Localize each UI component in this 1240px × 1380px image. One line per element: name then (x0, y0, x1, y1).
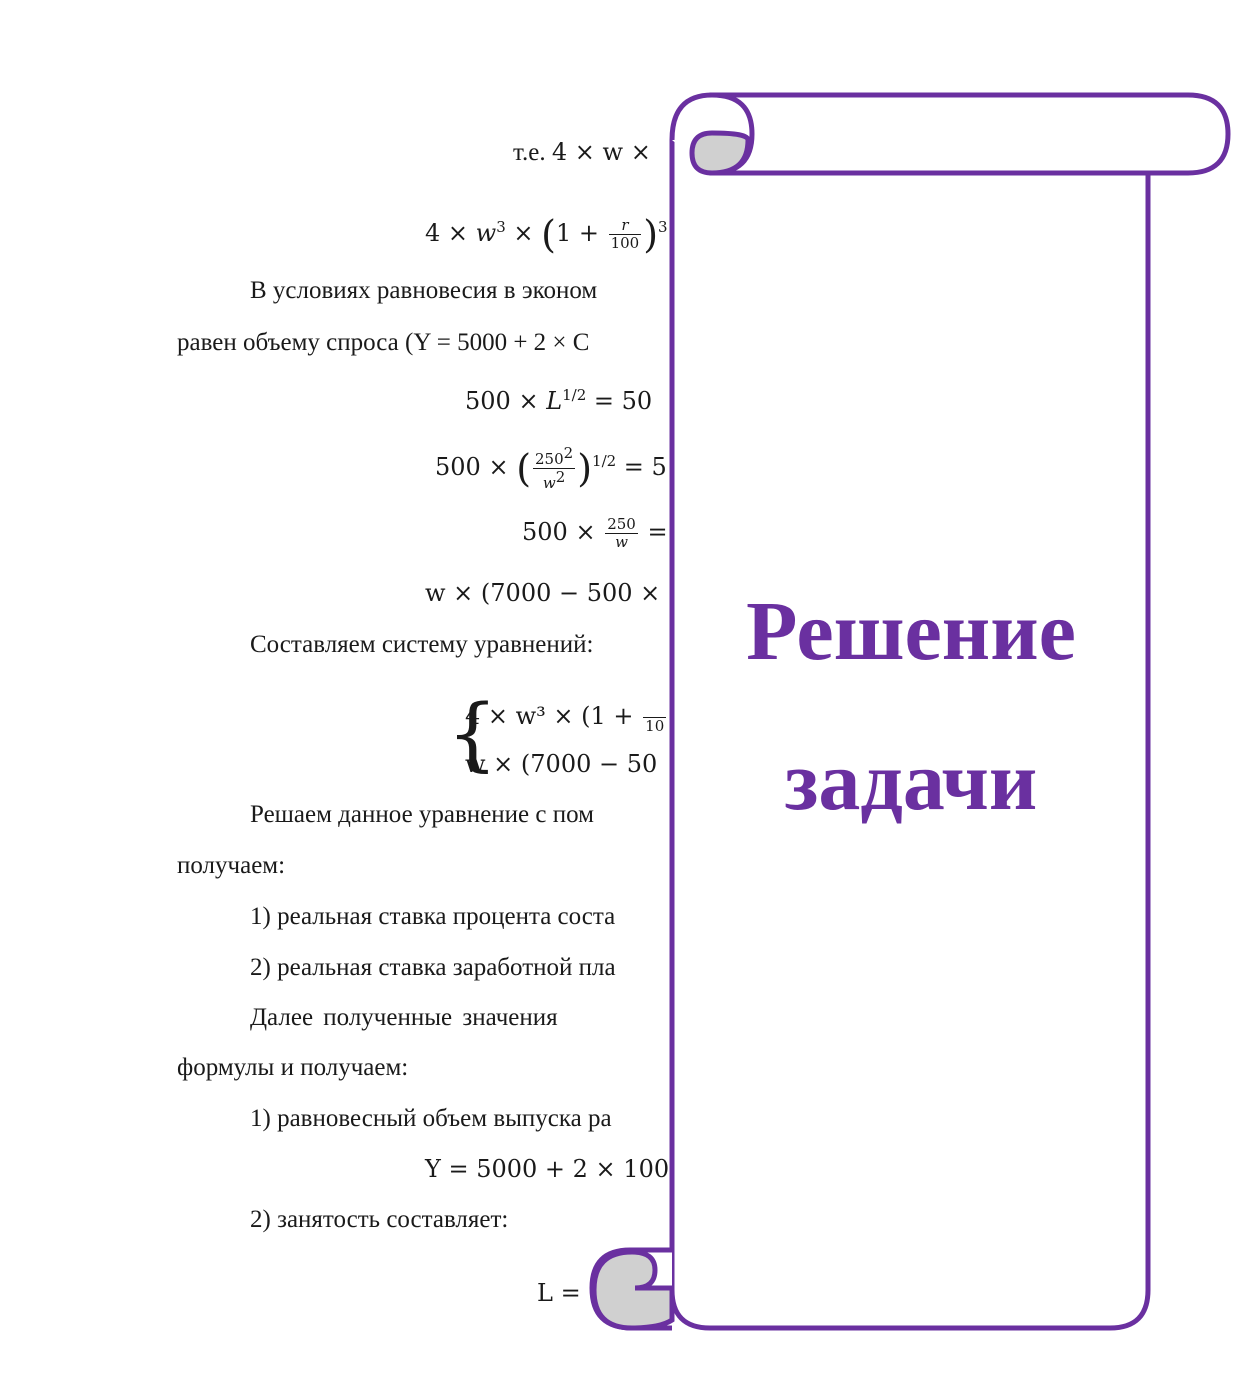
system-brace: { (447, 687, 498, 780)
equation-line: L = (537, 1279, 581, 1307)
title-line-1: Решение (746, 585, 1076, 678)
scroll-title (672, 557, 1150, 857)
equation-line-6: 500 × ( $\frac{250^2}{w^2}$ )$^{1/2}$ = 5 (435, 444, 667, 492)
paragraph-line: 2) занятость составляет: (250, 1206, 509, 1233)
equation-line-7: 500 × $\frac{250}{w}$ = (522, 515, 668, 551)
system-equation-1: 4 × w³ × (1 + 10 (465, 702, 665, 735)
paragraph-line: формулы и получаем: (177, 1054, 409, 1081)
system-equation-2: w × (7000 − 50 (465, 750, 658, 778)
equation-line-5: $500 \times L^{1/2} = 50$ (465, 386, 653, 415)
text-prefix: т.е. (513, 139, 552, 166)
paragraph-line: 1) равновесный объем выпуска ра (250, 1105, 612, 1132)
equation-text: 4 × w × (551, 138, 651, 166)
paragraph-line: Составляем систему уравнений: (250, 631, 594, 658)
equation-line-8: w × (7000 − 500 × (425, 579, 661, 607)
equation-line: Y = 5000 + 2 × 100 (425, 1155, 670, 1183)
title-line-2: задачи (784, 735, 1038, 828)
paragraph-line: Далее полученные значения (250, 1004, 558, 1031)
scroll-top-roll (712, 95, 1228, 173)
paragraph-line: Решаем данное уравнение с пом (250, 801, 594, 828)
paragraph-line: 2) реальная ставка заработной пла (250, 954, 616, 981)
paragraph-line: равен объему спроса (Y = 5000 + 2 × C (177, 329, 590, 356)
paragraph-line: В условиях равновесия в эконом (250, 277, 598, 304)
scroll-top-curl (692, 133, 748, 173)
paragraph-line: получаем: (177, 852, 286, 879)
equation-line-2: $4 \times w^3 \times (1$ + $\frac{r}{100}$ )$^3$ (425, 212, 668, 257)
paragraph-line: 1) реальная ставка процента соста (250, 903, 616, 930)
